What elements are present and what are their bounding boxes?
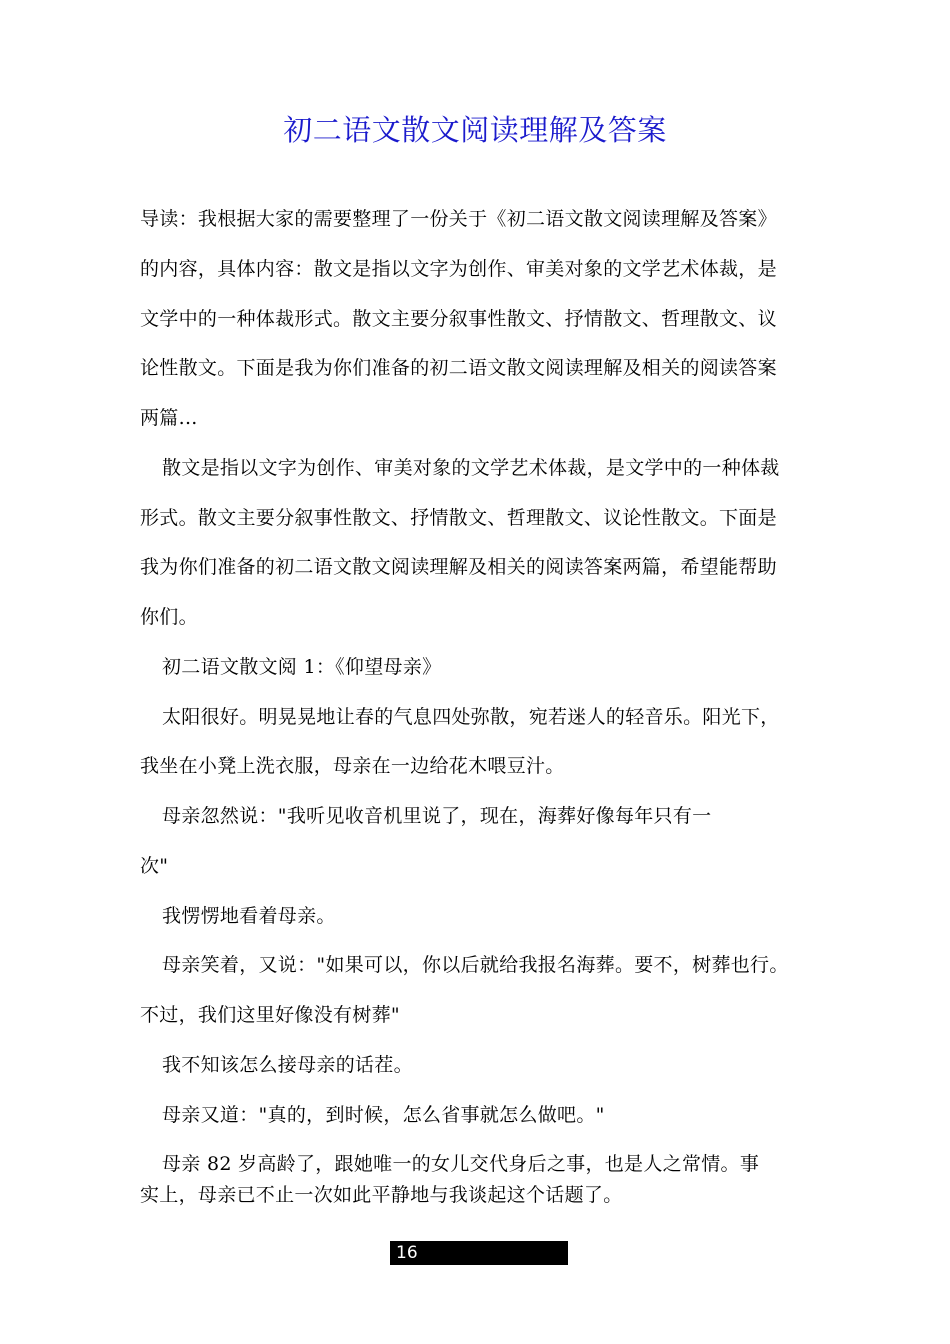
paragraph-line: 我为你们准备的初二语文散文阅读理解及相关的阅读答案两篇，希望能帮助 — [140, 556, 777, 578]
paragraph-line: 母亲 82 岁高龄了，跟她唯一的女儿交代身后之事，也是人之常情。事 — [162, 1153, 760, 1175]
paragraph-line: 实上，母亲已不止一次如此平静地与我谈起这个话题了。 — [140, 1184, 623, 1206]
paragraph-line: 两篇... — [140, 407, 198, 429]
document-title: 初二语文散文阅读理解及答案 — [283, 113, 667, 147]
page-number-bar — [390, 1241, 568, 1265]
paragraph-line: 论性散文。下面是我为你们准备的初二语文散文阅读理解及相关的阅读答案 — [140, 357, 777, 379]
paragraph-line: 散文是指以文字为创作、审美对象的文学艺术体裁，是文学中的一种体裁 — [162, 457, 780, 479]
paragraph-line: 我坐在小凳上洗衣服，母亲在一边给花木喂豆汁。 — [140, 755, 565, 777]
page-number: 16 — [396, 1243, 418, 1263]
paragraph-line: 形式。散文主要分叙事性散文、抒情散文、哲理散文、议论性散文。下面是 — [140, 507, 777, 529]
paragraph-line: 文学中的一种体裁形式。散文主要分叙事性散文、抒情散文、哲理散文、议 — [140, 308, 777, 330]
paragraph-line: 太阳很好。明晃晃地让春的气息四处弥散，宛若迷人的轻音乐。阳光下， — [162, 706, 780, 728]
paragraph-line: 我愣愣地看着母亲。 — [162, 905, 336, 927]
paragraph-line: 次" — [140, 855, 169, 877]
paragraph-line: 你们。 — [140, 606, 198, 628]
paragraph-line: 母亲又道："真的，到时候，怎么省事就怎么做吧。" — [162, 1104, 605, 1126]
section-heading: 初二语文散文阅 1：《仰望母亲》 — [162, 656, 442, 678]
paragraph-line: 母亲忽然说："我听见收音机里说了，现在，海葬好像每年只有一 — [162, 805, 712, 827]
paragraph-line: 我不知该怎么接母亲的话茬。 — [162, 1054, 413, 1076]
paragraph-line: 的内容，具体内容：散文是指以文字为创作、审美对象的文学艺术体裁，是 — [140, 258, 777, 280]
paragraph-line: 导读：我根据大家的需要整理了一份关于《初二语文散文阅读理解及答案》 — [140, 208, 777, 230]
paragraph-line: 不过，我们这里好像没有树葬" — [140, 1004, 400, 1026]
paragraph-line: 母亲笑着，又说："如果可以，你以后就给我报名海葬。要不，树葬也行。 — [162, 954, 789, 976]
